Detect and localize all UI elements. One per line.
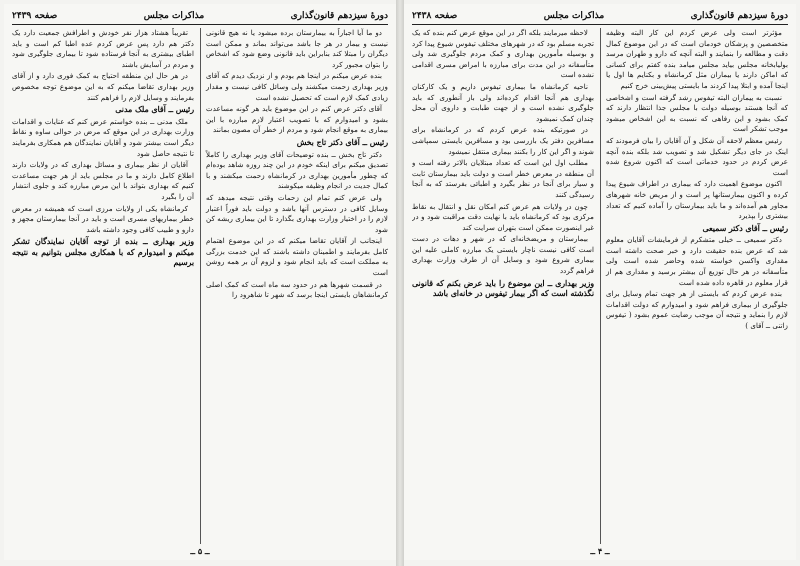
paragraph: در صورتیکه بنده عرض کردم که در کرمانشاه برای مسافرین دفتر یک بازرسی بود و مسافرین بایستی سمپاشی شوند و اگر این کار را بکنند بیماری منتقل نمیشود [412, 125, 594, 156]
paragraph: رئیس معظم لاحقه آن شکل و آن آقایان را بیان فرمودند که اینک در جای دیگر تشکیل شد و تصویب شد بلکه بنده آنچه عرض کردم در حدود خدماتی است که اکنون شروع شده است [606, 135, 788, 177]
paragraph: دو ما آیا اجباراً به بیمارستان برده میشود یا نه هیچ قانونی نیست و بیمار در هر جا باشد می‌تواند بماند و ممکن است دیگران را مبتلا کند بنابراین باید قانونی وضع شود که اشخاص را بتوان مجبور کرد [206, 28, 388, 69]
right-page-section: مذاکرات مجلس [543, 11, 605, 21]
right-page-number: صفحه ۲۴۳۸ [412, 11, 458, 21]
speaker-heading: رئیس ــ آقای دکتر تاج بخش [296, 137, 388, 147]
right-page-column-2 [412, 28, 594, 544]
left-page-title: دورهٔ سیزدهم قانون‌گذاری [290, 11, 388, 21]
right-page-columns [412, 28, 788, 544]
left-page-footer-number: ــ ۵ ــ [190, 546, 210, 556]
paragraph: دکتر تاج بخش ــ بنده توضیحات آقای وزیر بهداری را کاملاً تصدیق میکنم برای اینکه خودم در این چند روزه شاهد بوده‌ام که چطور مأمورین بهداری در کرمانشاه زحمت میکشند و با کمال جدیت در انجام وظیفه میکوشند [206, 149, 388, 191]
left-page [4, 4, 396, 560]
paragraph: چون در ولایات هم عرض کنم امکان نقل و انتقال به نقاط مرکزی بود که کرمانشاه باید با نهایت دقت مراقبت شود و در غیر اینصورت ممکن است بتهران سرایت کند [412, 201, 594, 232]
paragraph: مطلب اول این است که تعداد مبتلایان بالاتر رفته است و آن منطقه در معرض خطر است و دولت باید بیمارستان ثابت و سیار برای آنجا در نظر بگیرد و اطبائی بفرستد که به آنجا رسیدگی کنند [412, 158, 594, 199]
left-page-columns [12, 28, 388, 544]
paragraph: آقایان از نظر بیماری و مسائل بهداری که در ولایات دارند اطلاع کامل دارند و ما در مجلس باید از هر جهت مساعدت کنیم که بهداری بتواند با این مرض مبارزه کند و جلوی انتشار آن را بگیرد [12, 160, 194, 201]
paragraph: بیمارستان و مریضخانه‌ای که در شهر و دهات در دست است کافی نیست ناچار بایستی یک مبارزه کاملی علیه این بیماری شروع شود و وسایل آن از طرف وزارت بهداری فراهم گردد [412, 234, 594, 276]
paragraph: ناحیه کرمانشاه ما بیماری تیفوس داریم و یک کارکنان بهداری هم آنجا اقدام کرده‌اند ولی باز آنطوری که باید جلوگیری نشده است و از جهت طبابت و داروی آن محل چندان کمک نمیشود [412, 81, 594, 123]
paragraph: در قسمت شهرها هم در حدود سه ماه است که کمک اصلی کرمانشاهان بایستی اینجا برسد که شهر تا شاهرود را [206, 279, 388, 300]
left-page-column-2 [12, 28, 194, 544]
paragraph: لاحظه میرمایند بلکه اگر در این موقع عرض کنم بنده که یک تجربه مسلم بود که در شهرهای مختلف تیفوس شیوع پیدا کرد و بوسیله مأمورین بهداری و کمک مردم جلوگیری شد ولی متأسفانه در این مدت برای مبارزه با امراض مسری اقدامی نشده است [412, 28, 594, 80]
right-page-title: دورهٔ سیزدهم قانون‌گذاری [690, 11, 788, 21]
right-page-header [412, 8, 788, 25]
paragraph: بنده عرض کردم که بایستی از هر جهت تمام وسایل برای جلوگیری از بیماری فراهم شود و امیدوارم که دولت اقدامات لازم را بنماید و نتیجه آن موجب رضایت عموم بشود ( تیفوس زاتنی ــ آقای ) [606, 289, 788, 331]
paragraph: در هر حال این منطقه احتیاج به کمک فوری دارد و از آقای وزیر بهداری تقاضا میکنم که به این موضوع توجه مخصوص بفرمایند و وسایل لازم را فراهم کنند [12, 71, 194, 102]
speaker-heading: رئیس ــ آقای دکتر سمیعی [702, 223, 788, 233]
speaker-heading: وزیر بهداری ــ این موضوع را باید عرض بکنم که قانونی نگذشته است که اگر بیمار تیفوس در خانه‌ای باشد [412, 278, 594, 299]
left-page-header [12, 8, 388, 25]
paragraph: ملک مدنی ــ بنده خواستم عرض کنم که عنایات و اقدامات وزارت بهداری در این موقع که مرض در حوالی ساوه و نقاط دیگر است بیشتر شود و آقایان نمایندگان هم همکاری بفرمایند تا نتیجه حاصل شود [12, 116, 194, 158]
paragraph: اکنون موضوع اهمیت دارد که بیماری در اطراف شیوع پیدا کرده و اکنون بیمارستانها پر است و از مریض خانه شهرهای مجاور هم آمده‌اند و ما باید بیمارستان را آماده کنیم که تعداد بیشتری را بپذیرد [606, 179, 788, 221]
paragraph: دکتر سمیعی ــ خیلی متشکرم از فرمایشات آقایان معلوم شد که عرض بنده حقیقت دارد و خبر صحت داشته است مقداری واکسن خواسته شده وحاضر شده است ولی متأسفانه در هر حال توزیع آن بیشتر برسید و مقداری هم از قرار معلوم در قاهره داده شده است [606, 235, 788, 287]
left-page-section: مذاکرات مجلس [143, 11, 205, 21]
right-page-column-1 [600, 28, 788, 544]
paragraph: ولی عرض کنم تمام این زحمات وقتی نتیجه میدهد که وسایل کافی در دسترس آنها باشد و دولت باید فوراً اعتبار لازم را در اختیار وزارت بهداری بگذارد تا این بیماری ریشه کن شود [206, 192, 388, 234]
paragraph: تقریباً هشتاد هزار نفر خودش و اطرافش جمعیت دارد یک دکتر هم دارد پس عرض کردم عده اطبا کم است و باید اطبای بیشتری به آنجا فرستاده شود تا بیماری جلوگیری شود و مردم در آسایش باشند [12, 28, 194, 69]
left-page-number: صفحه ۲۴۳۹ [12, 11, 58, 21]
paragraph: آقای دکتر عرض کنم در این موضوع باید هر گونه مساعدت بشود و امیدوارم که با تصویب اعتبار لازم مبارزه با این بیماری به موقع انجام شود و مردم از خطر آن مصون بمانند [206, 104, 388, 135]
speaker-heading: رئیس ــ آقای ملک مدنی [115, 105, 194, 115]
speaker-heading: وزیر بهداری ــ بنده از توجه آقایان نمایندگان تشکر میکنم و امیدوارم که با همکاری مجلس بتوانیم به نتیجه برسیم [12, 237, 194, 268]
paragraph: اینجانب از آقایان تقاضا میکنم که در این موضوع اهتمام کامل بفرمایند و اطمینان داشته باشند که این خدمت بزرگی به مملکت است که باید انجام شود و لزوم آن بر همه روشن است [206, 236, 388, 278]
right-page-footer-number: ــ ۴ ــ [590, 546, 610, 556]
paragraph: مؤثرتر است ولی عرض کردم این کار البته وظیفه متخصصین و پزشکان خودمان است که در این موضوع کمال دقت و مطالعه را بنمایند و البته آنچه که دارو و طهران مرسد بولیابخانه مجلس بیاید مجلس میامد بنده کفتم برای کسانی که اماکن دارند یا بیماران مثل کرمانشاه و بکنایم ها اول یا اینجا آمده و ابتلا پیدا کردند ما بایستی پیش‌بینی خرج کنیم [606, 28, 788, 90]
book-gutter [396, 0, 404, 566]
left-page-column-1 [200, 28, 388, 544]
paragraph: نسبت به ییماران البته تیفوس رشد گرفته است و اشخاصی که آنجا هستند بوسیله دولت با مجلس جذا انتظار دارند که کمک بشود و این رفاهی که نسبت به این اشخاص میشود موجب تشکر است [606, 92, 788, 134]
right-page [404, 4, 796, 560]
paragraph: بنده عرض میکنم در اینجا هم بودم و از نزدیک دیدم که آقای وزیر بهداری زحمت میکشند ولی وسائل کافی نیست و مقدار زیادی کمک لازم است که تحصیل نشده است [206, 71, 388, 102]
paragraph: کرمانشاه یکی از ولایات مرزی است که همیشه در معرض خطر بیماریهای مسری است و باید در آنجا بیمارستان مجهز و دارو و طبیب کافی وجود داشته باشد [12, 203, 194, 234]
